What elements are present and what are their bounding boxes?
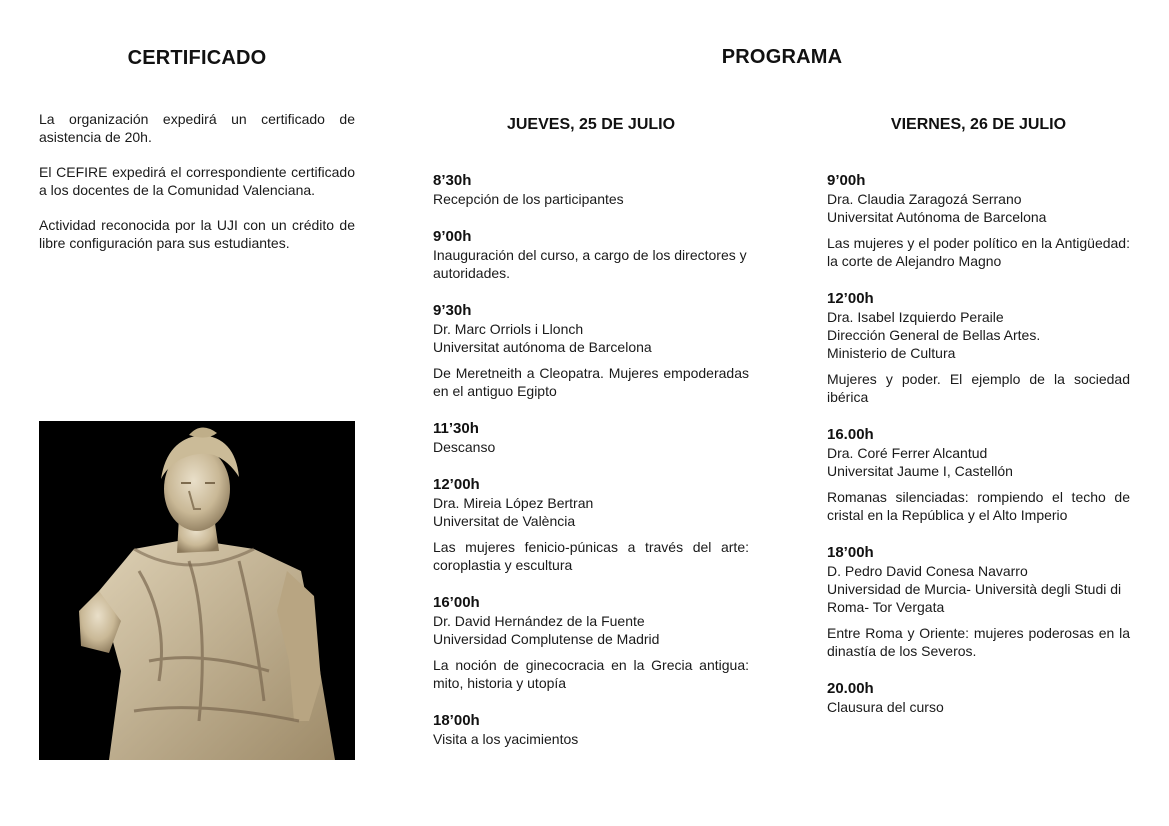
event-time: 16’00h	[433, 594, 480, 611]
talk-title: De Meretneith a Cleopatra. Mujeres empoderadas en el antiguo Egipto	[433, 365, 749, 399]
speaker-affiliation: Dirección General de Bellas Artes.	[827, 327, 1041, 343]
schedule-item	[433, 419, 749, 456]
schedule-item	[433, 593, 749, 692]
event-line: Inauguración del curso, a cargo de los directores y autoridades.	[433, 247, 747, 281]
event-time: 9’00h	[433, 228, 472, 245]
talk-title: Mujeres y poder. El ejemplo de la sociedad ibérica	[827, 371, 1130, 405]
talk-title: Romanas silenciadas: rompiendo el techo de cristal en la República y el Alto Imperio	[827, 489, 1130, 523]
certificado-paragraph: El CEFIRE expedirá el correspondiente certificado a los docentes de la Comunidad Valenciana.	[39, 164, 355, 198]
event-time: 18’00h	[827, 544, 874, 561]
talk-title: Las mujeres y el poder político en la Antigüedad: la corte de Alejandro Magno	[827, 235, 1130, 269]
talk-title: La noción de ginecocracia en la Grecia antigua: mito, historia y utopía	[433, 657, 749, 691]
event-time: 11’30h	[433, 420, 479, 437]
speaker-affiliation: Ministerio de Cultura	[827, 345, 956, 361]
event-line: Recepción de los participantes	[433, 191, 624, 207]
event-time: 16.00h	[827, 426, 874, 443]
day-title: VIERNES, 26 DE JULIO	[890, 116, 1067, 133]
speaker-affiliation: Universitat Jaume I, Castellón	[827, 463, 1013, 479]
certificado-title: CERTIFICADO	[127, 47, 267, 69]
programa-title: PROGRAMA	[721, 46, 843, 68]
statue-illustration	[39, 421, 355, 760]
event-line: Visita a los yacimientos	[433, 731, 579, 747]
speaker-name: Dra. Claudia Zaragozá Serrano	[827, 191, 1022, 207]
talk-title: Las mujeres fenicio-púnicas a través del arte: coroplastia y escultura	[433, 539, 749, 573]
schedule-item	[433, 227, 749, 282]
event-time: 18’00h	[433, 712, 480, 729]
speaker-affiliation: Universidad Complutense de Madrid	[433, 631, 660, 647]
event-time: 8’30h	[433, 172, 472, 189]
certificado-text	[39, 110, 355, 269]
speaker-name: Dr. Marc Orriols i Llonch	[433, 321, 584, 337]
event-time: 12’00h	[827, 290, 874, 307]
event-line: Clausura del curso	[827, 699, 944, 715]
schedule-item	[433, 711, 749, 748]
schedule-item	[433, 475, 749, 574]
speaker-name: Dra. Isabel Izquierdo Peraile	[827, 309, 1004, 325]
certificado-paragraph: La organización expedirá un certificado de asistencia de 20h.	[39, 111, 355, 145]
statue-image	[39, 421, 355, 760]
speaker-name: Dr. David Hernández de la Fuente	[433, 613, 645, 629]
day-column-thursday	[433, 171, 749, 767]
speaker-affiliation: Universitat autónoma de Barcelona	[433, 339, 652, 355]
speaker-name: Dra. Mireia López Bertran	[433, 495, 594, 511]
schedule-item	[827, 289, 1130, 406]
event-line: Descanso	[433, 439, 496, 455]
event-time: 9’30h	[433, 302, 472, 319]
event-time: 9’00h	[827, 172, 866, 189]
speaker-affiliation: Universitat Autónoma de Barcelona	[827, 209, 1047, 225]
speaker-affiliation: Universidad de Murcia- Università degli Studi di Roma- Tor Vergata	[827, 581, 1122, 615]
schedule-item	[827, 425, 1130, 524]
schedule-item	[433, 301, 749, 400]
schedule-item	[827, 171, 1130, 270]
schedule-item	[827, 543, 1130, 660]
day-column-friday	[827, 171, 1130, 735]
event-time: 12’00h	[433, 476, 480, 493]
schedule-item	[433, 171, 749, 208]
speaker-name: D. Pedro David Conesa Navarro	[827, 563, 1028, 579]
day-title: JUEVES, 25 DE JULIO	[506, 116, 676, 133]
schedule-item	[827, 679, 1130, 716]
event-time: 20.00h	[827, 680, 874, 697]
speaker-affiliation: Universitat de València	[433, 513, 576, 529]
speaker-name: Dra. Coré Ferrer Alcantud	[827, 445, 988, 461]
talk-title: Entre Roma y Oriente: mujeres poderosas en la dinastía de los Severos.	[827, 625, 1130, 659]
certificado-paragraph: Actividad reconocida por la UJI con un crédito de libre configuración para sus estudiantes.	[39, 217, 355, 251]
